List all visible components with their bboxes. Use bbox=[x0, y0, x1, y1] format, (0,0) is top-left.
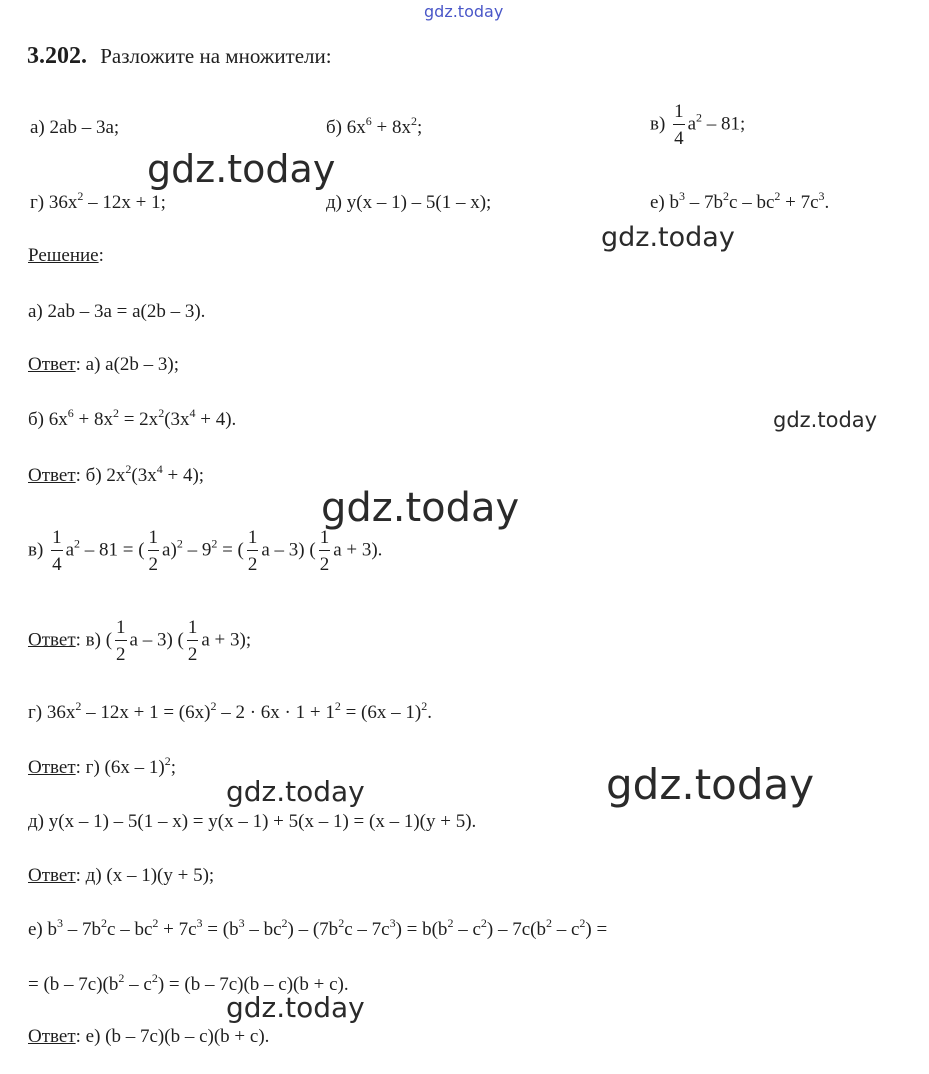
answer-label: Ответ bbox=[28, 1026, 76, 1047]
answer-d: Ответ: д) (x – 1)(y + 5); bbox=[28, 865, 215, 886]
solution-g: г) $36x^2 - 12x + 1 = (6x)^2 - 2 \cdot 6x \cdot 1 + 1^2 = (6x - 1)^2$. bbox=[28, 699, 432, 723]
fraction: $\frac{1}{2}$ bbox=[247, 527, 258, 575]
problem-a: а) 2ab – 3a; bbox=[30, 117, 120, 138]
problem-d: д) y(x – 1) – 5(1 – x); bbox=[326, 192, 492, 213]
watermark: gdz.today bbox=[773, 408, 878, 432]
fraction: $\frac{1}{4}$ bbox=[674, 101, 684, 149]
answer-label: Ответ bbox=[28, 465, 76, 486]
watermark: gdz.today bbox=[601, 222, 735, 253]
solution-heading: Решение: bbox=[28, 245, 104, 266]
answer-v: Ответ: в) ( $\frac{1}{2}$ a – 3) ( $\frac{1}{2}$ a + 3); bbox=[28, 617, 252, 665]
fraction: $\frac{1}{2}$ bbox=[148, 527, 159, 575]
answer-a: Ответ: а) a(2b – 3); bbox=[28, 354, 180, 375]
fraction: $\frac{1}{2}$ bbox=[319, 527, 330, 575]
answer-b: Ответ: б) $2x^2(3x^4 + 4)$; bbox=[28, 462, 205, 486]
watermark: gdz.today bbox=[226, 991, 365, 1024]
answer-g: Ответ: г) (6x – 1)$^2$; bbox=[28, 754, 176, 778]
solution-a: а) 2ab – 3a = a(2b – 3). bbox=[28, 301, 206, 322]
task-number: 3.202. bbox=[27, 43, 87, 69]
fraction: $\frac{1}{4}$ bbox=[52, 527, 62, 575]
answer-label: Ответ bbox=[28, 354, 76, 375]
answer-e: Ответ: е) (b – 7c)(b – c)(b + c). bbox=[28, 1026, 270, 1047]
problem-b: б) $6x^6 + 8x^2$; bbox=[326, 114, 423, 138]
watermark: gdz.today bbox=[226, 775, 365, 808]
answer-label: Ответ bbox=[28, 757, 76, 778]
watermark: gdz.today bbox=[606, 760, 815, 809]
fraction: $\frac{1}{2}$ bbox=[116, 617, 126, 665]
watermark: gdz.today bbox=[147, 147, 336, 191]
task-header bbox=[27, 44, 332, 68]
problem-v: в) $\frac{1}{4}$ $a^2 - 81$; bbox=[650, 101, 746, 149]
solution-b: б) $6x^6 + 8x^2 = 2x^2(3x^4 + 4)$. bbox=[28, 406, 237, 430]
fraction: $\frac{1}{2}$ bbox=[187, 617, 198, 665]
answer-label: Ответ bbox=[28, 629, 76, 651]
task-title: Разложите на множители: bbox=[100, 44, 332, 68]
problem-g: г) $36x^2 - 12x + 1$; bbox=[30, 189, 166, 213]
problem-e: е) $b^3 - 7b^2c - bc^2 + 7c^3$. bbox=[650, 189, 830, 213]
solution-e-line2: = $(b - 7c)(b^2 - c^2) = (b - 7c)(b - c)(b + c)$. bbox=[28, 971, 349, 995]
solution-v: в) $\frac{1}{4}$ $a^2 - 81$ = ( $\frac{1}{2}$ $a)^2 - 9^2$ = ( $\frac{1}{2}$ a – 3) ( $\frac{1}{2}$ a + 3). bbox=[28, 527, 383, 575]
answer-label: Ответ bbox=[28, 865, 76, 886]
solution-d: д) y(x – 1) – 5(1 – x) = y(x – 1) + 5(x – 1) = (x – 1)(y + 5). bbox=[28, 811, 477, 832]
watermark: gdz.today bbox=[424, 2, 504, 21]
solution-e-line1: е) $b^3 - 7b^2c - bc^2 + 7c^3 = (b^3 - bc^2) - (7b^2c - 7c^3) = b(b^2 - c^2) - 7c(b^2 - c^2)$ = bbox=[28, 916, 608, 940]
watermark: gdz.today bbox=[321, 485, 520, 531]
